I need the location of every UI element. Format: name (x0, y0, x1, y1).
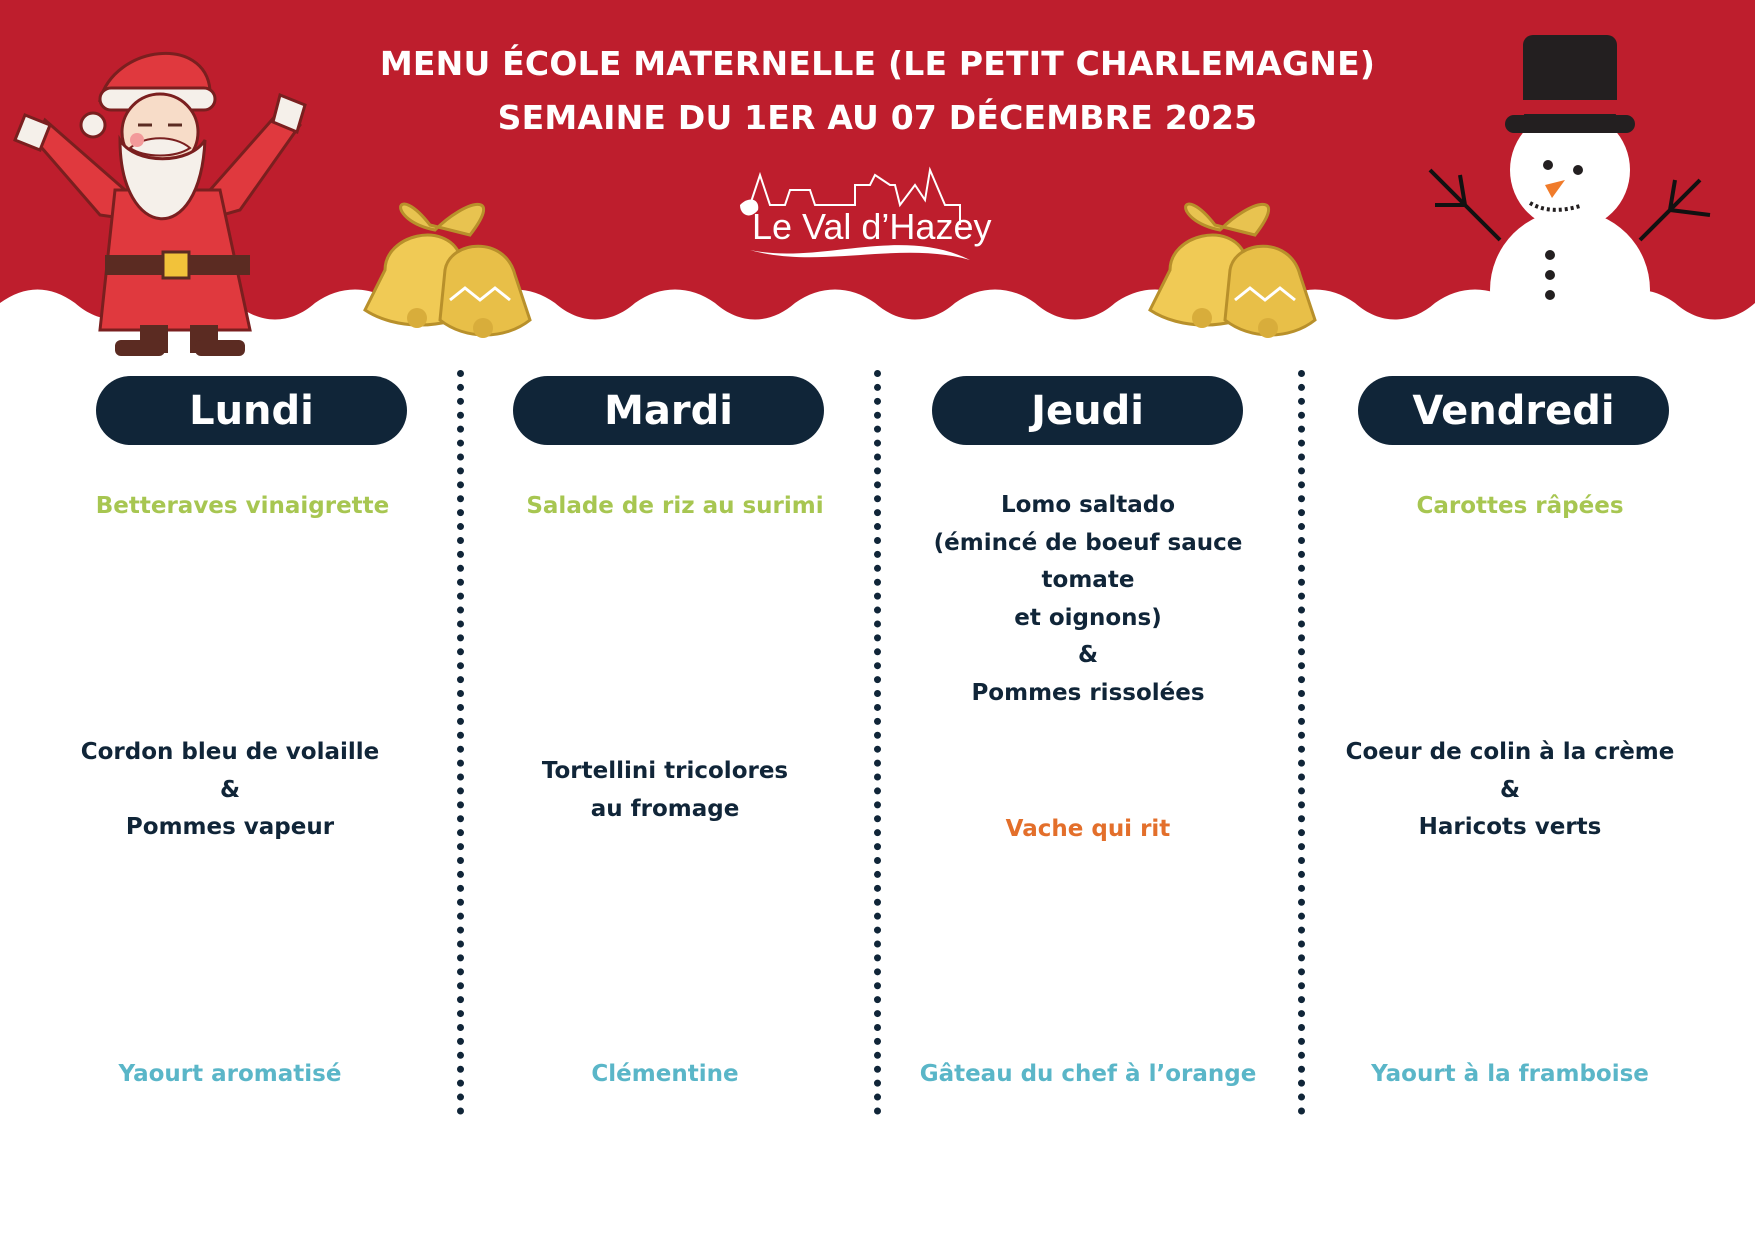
mardi-main (485, 753, 845, 828)
lundi-main (50, 734, 410, 847)
vendredi-dessert: Yaourt à la framboise (1371, 1061, 1649, 1087)
menu-line: & (1077, 642, 1099, 668)
menu-line: Haricots verts (1418, 814, 1602, 840)
vendredi-starter: Carottes râpées (1416, 493, 1624, 519)
day-header-vendredi: Vendredi (1358, 376, 1669, 445)
lundi-starter: Betteraves vinaigrette (95, 493, 390, 519)
jeudi-cheese: Vache qui rit (1005, 816, 1171, 842)
page-subtitle: SEMAINE DU 1ER AU 07 DÉCEMBRE 2025 (497, 98, 1258, 137)
christmas-bells-icon (1140, 180, 1325, 350)
day-header-mardi: Mardi (513, 376, 824, 445)
menu-line: Coeur de colin à la crème (1345, 739, 1675, 765)
menu-line: Cordon bleu de volaille (80, 739, 380, 765)
lundi-dessert: Yaourt aromatisé (118, 1061, 342, 1087)
column-divider (457, 370, 464, 1115)
santa-claus-icon (5, 40, 325, 360)
column-divider (1298, 370, 1305, 1115)
menu-line: Pommes rissolées (971, 679, 1205, 706)
menu-line: au fromage (590, 795, 740, 822)
christmas-bells-icon (355, 180, 540, 350)
jeudi-dessert: Gâteau du chef à l’orange (919, 1061, 1257, 1087)
menu-line: Tortellini tricolores (541, 758, 789, 784)
column-divider (874, 370, 881, 1115)
vendredi-main (1320, 734, 1700, 847)
menu-line: Lomo saltado (1000, 492, 1176, 518)
logo-text: Le Val d’Hazey (752, 206, 992, 247)
mardi-dessert: Clémentine (591, 1061, 739, 1087)
menu-line: (émincé de boeuf sauce tomate (933, 529, 1243, 593)
menu-line: et oignons) (1014, 604, 1162, 631)
menu-line: & (1499, 776, 1521, 803)
mardi-starter: Salade de riz au surimi (526, 493, 824, 519)
menu-line: & (219, 776, 241, 803)
page-title: MENU ÉCOLE MATERNELLE (LE PETIT CHARLEMAGNE) (379, 44, 1376, 83)
jeudi-main (888, 487, 1288, 712)
menu-line: Pommes vapeur (125, 814, 335, 840)
day-header-lundi: Lundi (96, 376, 407, 445)
day-header-jeudi: Jeudi (932, 376, 1243, 445)
